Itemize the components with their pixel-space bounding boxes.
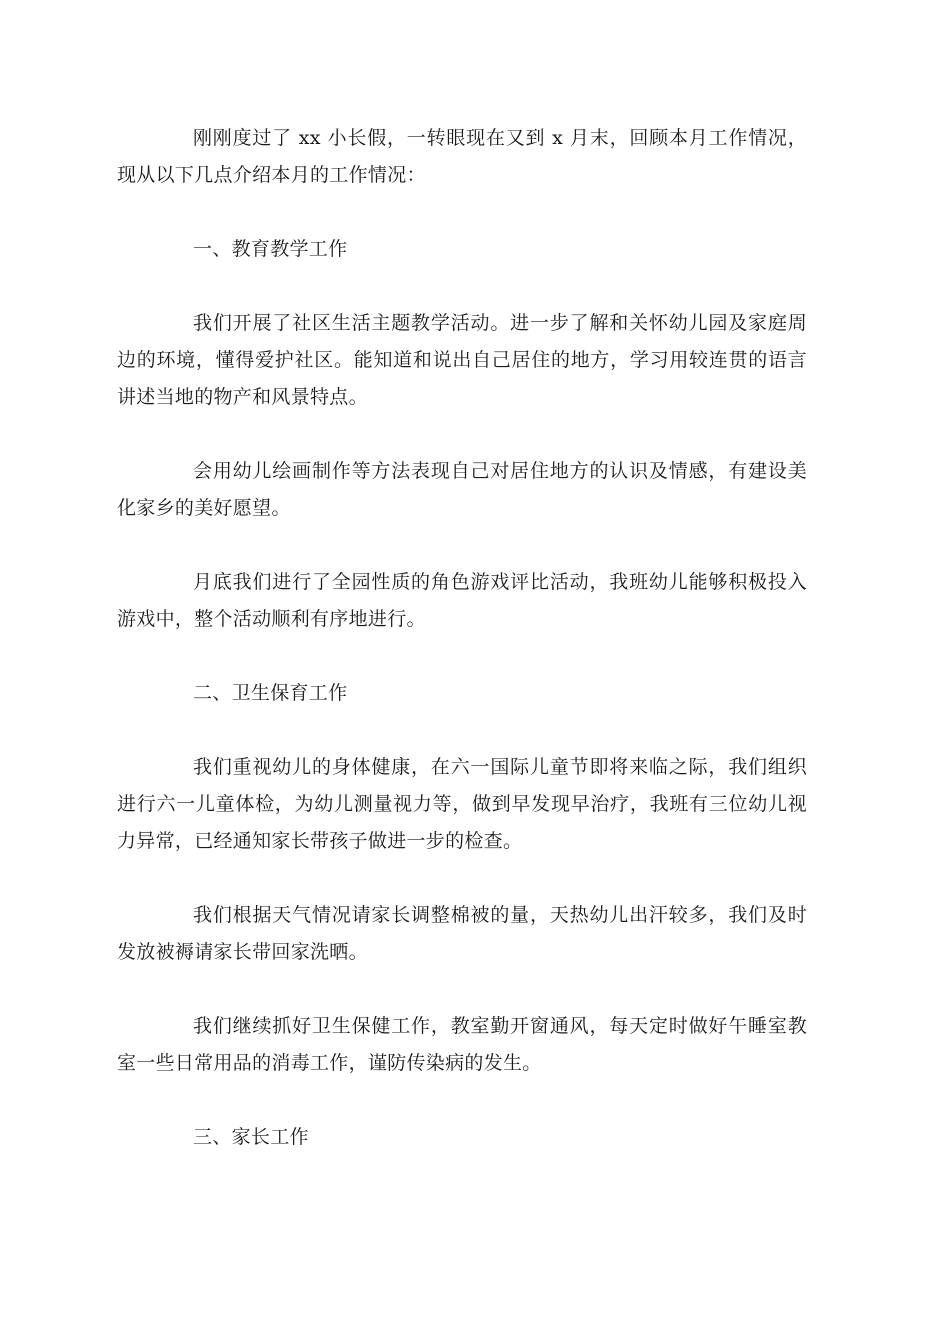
paragraph: 我们重视幼儿的身体健康，在六一国际儿童节即将来临之际，我们组织进行六一儿童体检，为幼儿测量视力等，做到早发现早治疗，我班有三位幼儿视力异常，已经通知家长带孩子做进一步的检查。: [117, 756, 807, 852]
paragraph: 月底我们进行了全园性质的角色游戏评比活动，我班幼儿能够积极投入游戏中，整个活动顺利有序地进行。: [117, 571, 807, 630]
paragraph: 我们根据天气情况请家长调整棉被的量，天热幼儿出汗较多，我们及时发放被褥请家长带回家洗晒。: [117, 904, 807, 963]
section-heading-education: 一、教育教学工作: [193, 238, 348, 260]
paragraph: 我们开展了社区生活主题教学活动。进一步了解和关怀幼儿园及家庭周边的环境，懂得爱护社区。能知道和说出自己居住的地方，学习用较连贯的语言讲述当地的物产和风景特点。: [117, 312, 807, 408]
intro-paragraph: 刚刚度过了 xx 小长假，一转眼现在又到 x 月末，回顾本月工作情况，现从以下几点介绍本月的工作情况：: [117, 127, 807, 186]
paragraph: 会用幼儿绘画制作等方法表现自己对居住地方的认识及情感，有建设美化家乡的美好愿望。: [117, 460, 807, 519]
section-heading-parents: 三、家长工作: [193, 1126, 309, 1148]
section-heading-hygiene: 二、卫生保育工作: [193, 682, 348, 704]
document-body: [117, 120, 807, 1193]
paragraph: 我们继续抓好卫生保健工作，教室勤开窗通风，每天定时做好午睡室教室一些日常用品的消毒工作，谨防传染病的发生。: [117, 1015, 807, 1074]
